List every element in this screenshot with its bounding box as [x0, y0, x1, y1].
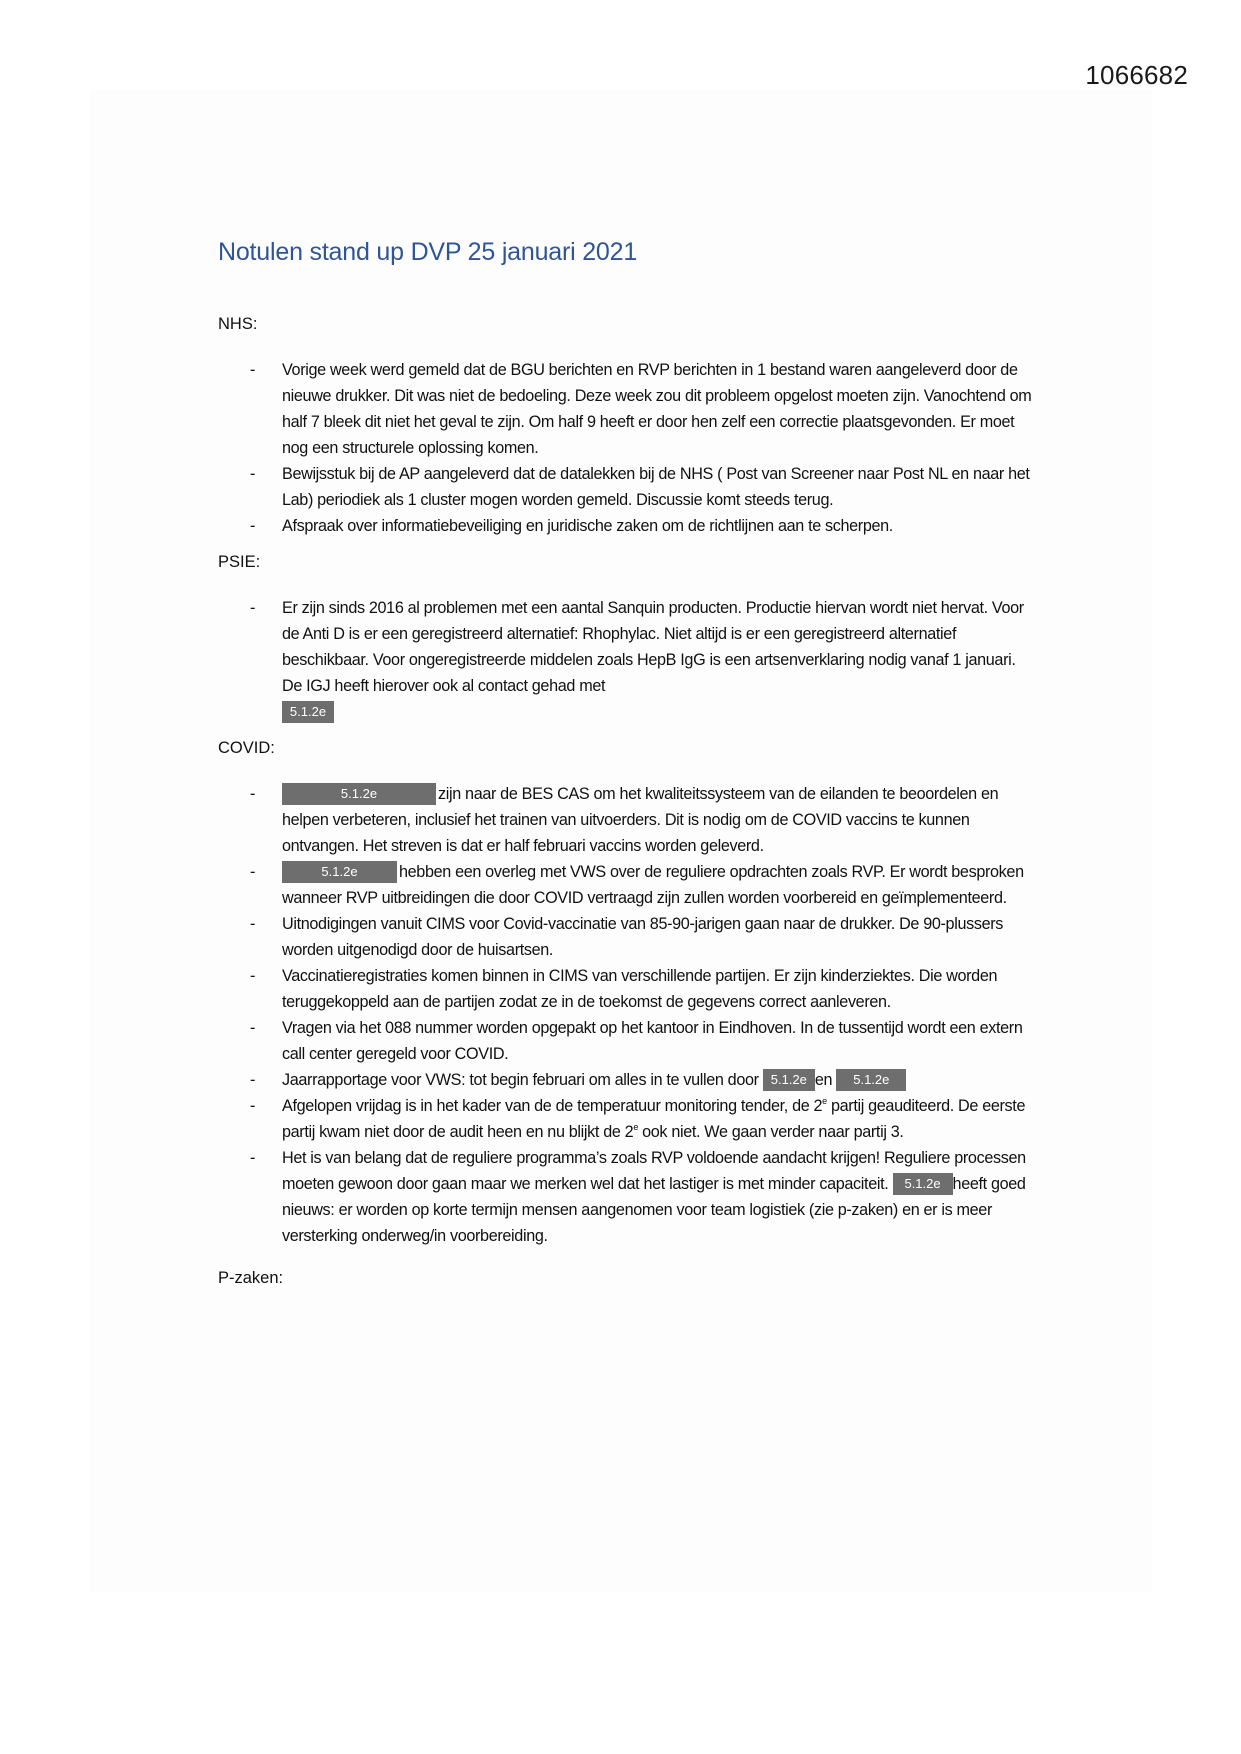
document-title: Notulen stand up DVP 25 januari 2021 [218, 238, 638, 266]
list-item: - Er zijn sinds 2016 al problemen met een aantal Sanquin producten. Productie hiervan wordt niet hervat. Voor de Anti D is er een geregistreerd alternatief: Rhophylac. Niet altijd is er een geregistreerd alternatief beschikbaar. Voor ongeregistreerde middelen zoals HepB IgG is een artsenverklaring nodig vanaf 1 januari. De IGJ heeft hierover ook al contact gehad met 5.1.2e [218, 595, 1038, 725]
bullet-dash-icon: - [250, 863, 256, 881]
redaction-block: 5.1.2e [282, 861, 397, 883]
bullet-dash-icon: - [250, 599, 256, 617]
list-item: - Afgelopen vrijdag is in het kader van de de temperatuur monitoring tender, de 2e partij geauditeerd. De eerste partij kwam niet door de audit heen en nu blijkt de 2e ook niet. We gaan verder naar partij 3. [218, 1093, 1038, 1145]
list-item: - Vaccinatieregistraties komen binnen in CIMS van verschillende partijen. Er zijn kinderziektes. Die worden teruggekoppeld aan de partijen zodat ze in de toekomst de gegevens correct aanleveren. [218, 963, 1038, 1015]
covid-list [218, 781, 1038, 1249]
bullet-dash-icon: - [250, 517, 256, 535]
redaction-block: 5.1.2e [763, 1069, 815, 1091]
section-heading-p-zaken: P-zaken: [218, 1269, 284, 1287]
list-item: - Vragen via het 088 nummer worden opgepakt op het kantoor in Eindhoven. In de tussentijd wordt een extern call center geregeld voor COVID. [218, 1015, 1038, 1067]
section-heading-covid: COVID: [218, 739, 275, 757]
redaction-block: 5.1.2e [836, 1069, 906, 1091]
redaction-block: 5.1.2e [282, 701, 334, 723]
bullet-dash-icon: - [250, 785, 256, 803]
list-item: - Jaarrapportage voor VWS: tot begin februari om alles in te vullen door 5.1.2e en 5.1.2e [218, 1067, 1038, 1093]
list-item: - Afspraak over informatiebeveiliging en juridische zaken om de richtlijnen aan te scherpen. [218, 513, 1038, 539]
bullet-dash-icon: - [250, 465, 256, 483]
bullet-dash-icon: - [250, 915, 256, 933]
psie-list [218, 595, 1038, 725]
bullet-dash-icon: - [250, 1097, 256, 1115]
list-item: - Vorige week werd gemeld dat de BGU berichten en RVP berichten in 1 bestand waren aangeleverd door de nieuwe drukker. Dit was niet de bedoeling. Deze week zou dit probleem opgelost moeten zijn. Vanochtend om half 7 bleek dit niet het geval te zijn. Om half 9 heeft er door hen zelf een correctie plaatsgevonden. Er moet nog een structurele oplossing komen. [218, 357, 1038, 461]
bullet-dash-icon: - [250, 1019, 256, 1037]
bullet-dash-icon: - [250, 967, 256, 985]
list-item: - 5.1.2e zijn naar de BES CAS om het kwaliteitssysteem van de eilanden te beoordelen en helpen verbeteren, inclusief het trainen van uitvoerders. Dit is nodig om de COVID vaccins te kunnen ontvangen. Het streven is dat er half februari vaccins worden geleverd. [218, 781, 1038, 859]
list-item: - Uitnodigingen vanuit CIMS voor Covid-vaccinatie van 85-90-jarigen gaan naar de drukker. De 90-plussers worden uitgenodigd door de huisartsen. [218, 911, 1038, 963]
list-item: - Het is van belang dat de reguliere programma’s zoals RVP voldoende aandacht krijgen! Reguliere processen moeten gewoon door gaan maar we merken wel dat het lastiger is met minder capaciteit. 5.1.2e heeft goed nieuws: er worden op korte termijn mensen aangenomen voor team logistiek (zie p-zaken) en er is meer versterking onderweg/in voorbereiding. [218, 1145, 1038, 1249]
bullet-dash-icon: - [250, 361, 256, 379]
redaction-block: 5.1.2e [282, 783, 436, 805]
bullet-dash-icon: - [250, 1149, 256, 1167]
section-heading-nhs: NHS: [218, 315, 258, 333]
list-item: - Bewijsstuk bij de AP aangeleverd dat de datalekken bij de NHS ( Post van Screener naar Post NL en naar het Lab) periodiek als 1 cluster mogen worden gemeld. Discussie komt steeds terug. [218, 461, 1038, 513]
section-heading-psie: PSIE: [218, 553, 261, 571]
redaction-block: 5.1.2e [893, 1173, 953, 1195]
document-number: 1066682 [1085, 60, 1188, 90]
list-item: - 5.1.2e hebben een overleg met VWS over de reguliere opdrachten zoals RVP. Er wordt besproken wanneer RVP uitbreidingen die door COVID vertraagd zijn zullen worden voorbereid en geïmplementeerd. [218, 859, 1038, 911]
document-body [218, 238, 1038, 1311]
bullet-dash-icon: - [250, 1071, 256, 1089]
nhs-list [218, 357, 1038, 539]
